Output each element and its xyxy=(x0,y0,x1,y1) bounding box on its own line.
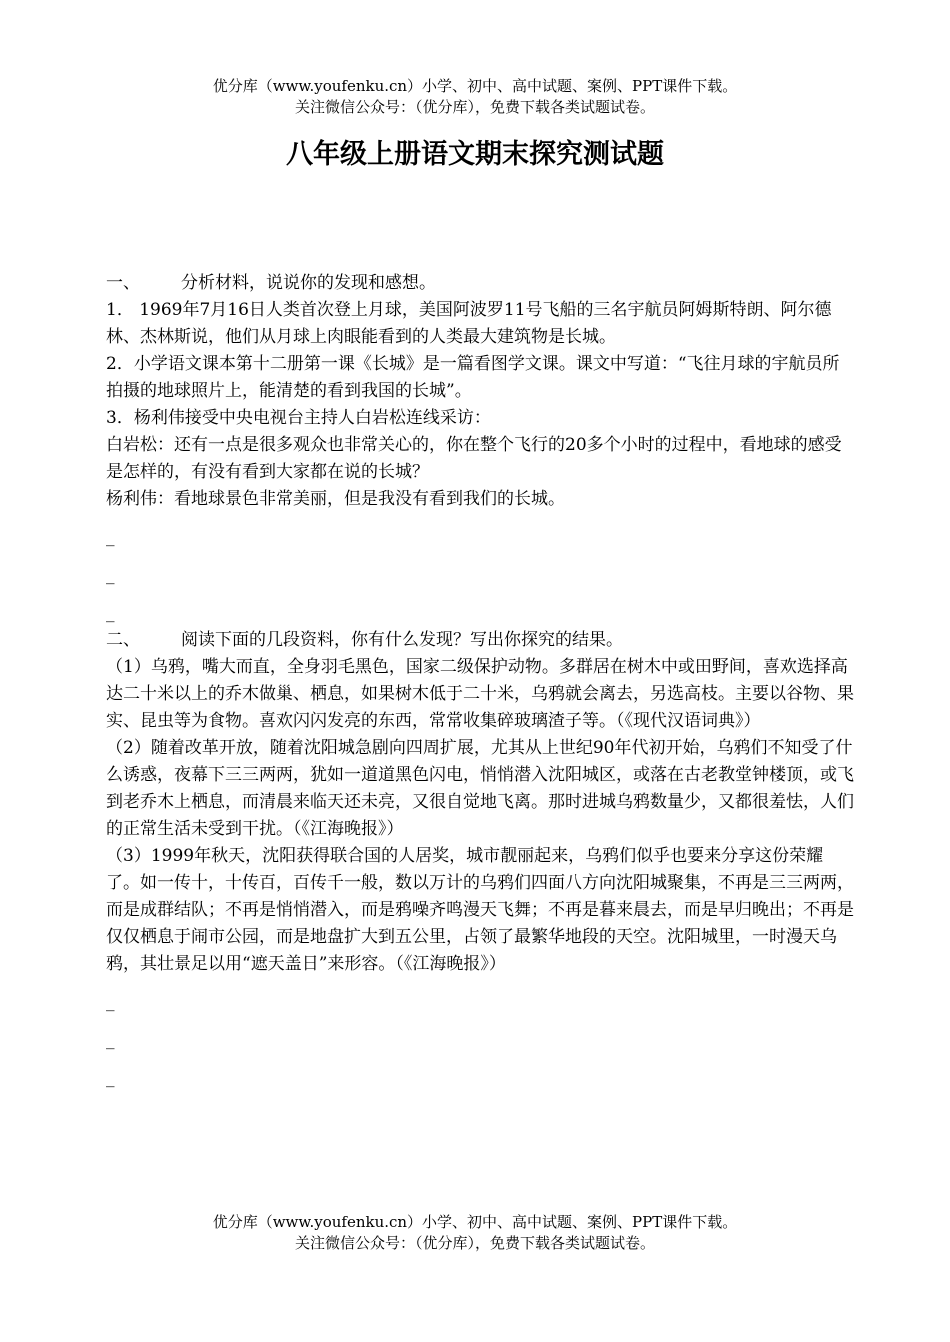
section-2-number: 二、 xyxy=(106,630,140,650)
page-header xyxy=(0,76,950,118)
section-2-title: 阅读下面的几段资料，你有什么发现？写出你探究的结果。 xyxy=(181,630,623,650)
header-line-1: 优分库（www.youfenku.cn）小学、初中、高中试题、案例、PPT课件下载。 xyxy=(212,77,738,95)
footer-line-2: 关注微信公众号：（优分库），免费下载各类试题试卷。 xyxy=(294,1234,655,1252)
section-2-para-3: （3）1999年秋天，沈阳获得联合国的人居奖，城市靓丽起来，乌鸦们似乎也要来分享这份荣耀了。如一传十，十传百，百传千一般，数以万计的乌鸦们四面八方向沈阳城聚集，不再是三三两两，而是成群结队；不再是悄悄潜入，而是鸦噪齐鸣漫天飞舞；不再是暮来晨去，而是早归晚出；不再是仅仅栖息于闹市公园，而是地盘扩大到五公里，占领了最繁华地段的天空。沈阳城里，一时漫天乌鸦，其壮景足以用“遮天盖日”来形容。（《江海晚报》） xyxy=(106,846,854,974)
answer-blank-3: _ xyxy=(106,603,115,623)
answer-blank-4: _ xyxy=(106,992,115,1012)
header-line-2: 关注微信公众号：（优分库），免费下载各类试题试卷。 xyxy=(294,98,655,116)
section-1-para-4: 白岩松：还有一点是很多观众也非常关心的，你在整个飞行的20多个小时的过程中，看地球的感受是怎样的，有没有看到大家都在说的长城？ xyxy=(106,435,842,482)
document-body xyxy=(106,270,854,1092)
document-title: 八年级上册语文期末探究测试题 xyxy=(286,139,664,170)
section-1-title: 分析材料，说说你的发现和感想。 xyxy=(181,273,436,293)
answer-blank-2: _ xyxy=(106,565,115,585)
answer-blank-5: _ xyxy=(106,1030,115,1050)
section-2-para-1: （1）乌鸦，嘴大而直，全身羽毛黑色，国家二级保护动物。多群居在树木中或田野间，喜欢选择高达二十米以上的乔木做巢、栖息，如果树木低于二十米，乌鸦就会离去，另选高枝。主要以谷物、果实、昆虫等为食物。喜欢闪闪发亮的东西，常常收集碎玻璃渣子等。（《现代汉语词典》） xyxy=(106,657,854,731)
page-footer xyxy=(0,1212,950,1254)
section-1-para-2: 2．小学语文课本第十二册第一课《长城》是一篇看图学文课。课文中写道：“飞往月球的宇航员所拍摄的地球照片上，能清楚的看到我国的长城”。 xyxy=(106,354,840,401)
answer-blank-6: _ xyxy=(106,1068,115,1088)
section-1-number: 一、 xyxy=(106,273,140,293)
section-1-para-1: 1． 1969年7月16日人类首次登上月球，美国阿波罗11号飞船的三名宇航员阿姆斯特朗、阿尔德林、杰林斯说，他们从月球上肉眼能看到的人类最大建筑物是长城。 xyxy=(106,300,832,347)
answer-blank-1: _ xyxy=(106,527,115,547)
section-2-heading xyxy=(106,627,854,654)
section-2-para-2: （2）随着改革开放，随着沈阳城急剧向四周扩展，尤其从上世纪90年代初开始，乌鸦们不知受了什么诱惑，夜幕下三三两两，犹如一道道黑色闪电，悄悄潜入沈阳城区，或落在古老教堂钟楼顶，或飞到老乔木上栖息，而清晨来临天还未亮，又很自觉地飞离。那时进城乌鸦数量少，又都很羞怯，人们的正常生活未受到干扰。（《江海晚报》） xyxy=(106,738,854,839)
section-1-para-5: 杨利伟：看地球景色非常美丽，但是我没有看到我们的长城。 xyxy=(106,489,565,509)
footer-line-1: 优分库（www.youfenku.cn）小学、初中、高中试题、案例、PPT课件下载。 xyxy=(212,1213,738,1231)
section-1-para-3: 3．杨利伟接受中央电视台主持人白岩松连线采访： xyxy=(106,408,491,428)
section-1-heading xyxy=(106,270,854,297)
